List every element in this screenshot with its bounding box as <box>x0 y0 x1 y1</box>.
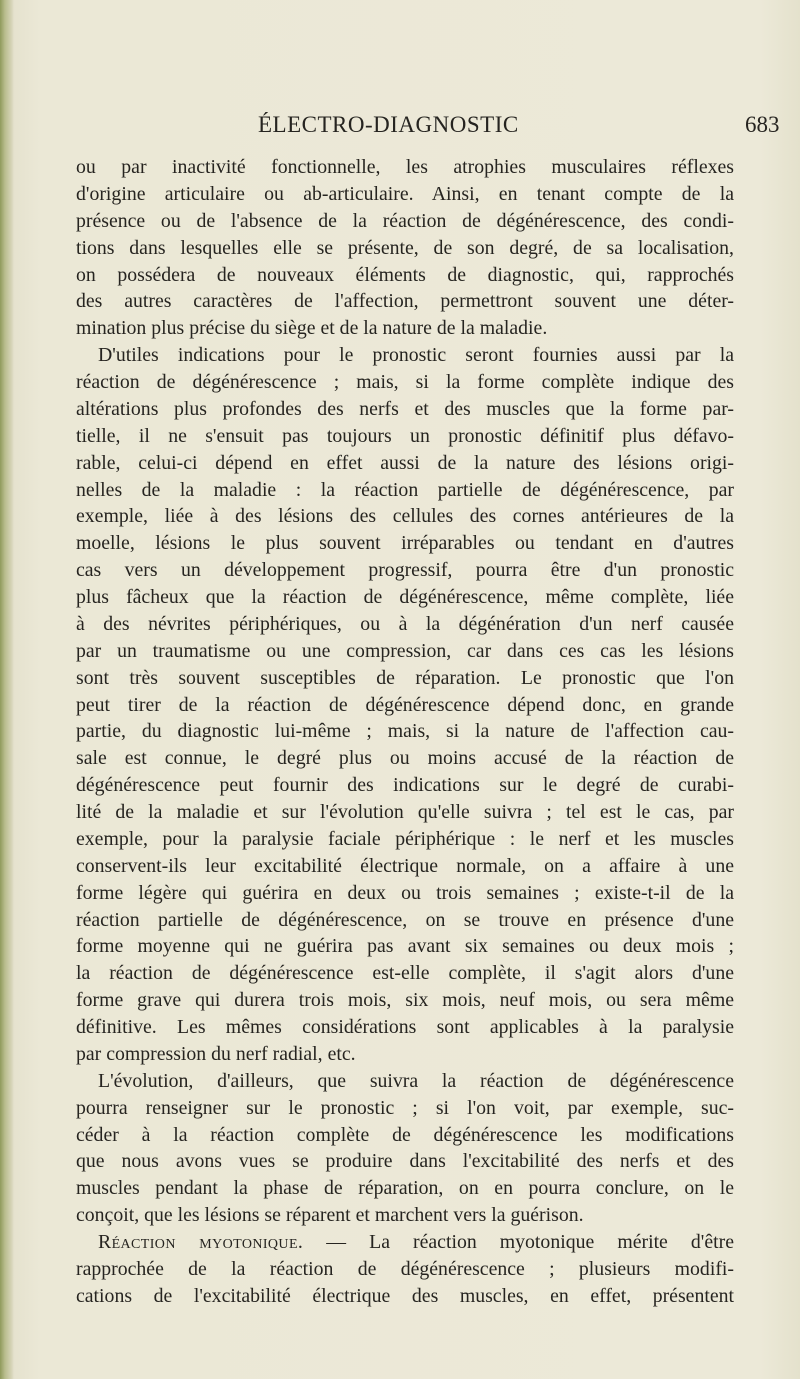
text-line: L'évolution, d'ailleurs, que suivra la réaction de dégénérescence <box>98 1069 734 1092</box>
text-line: D'utiles indications pour le pronostic seront fournies aussi par la <box>98 344 734 367</box>
text-line: exemple, liée à des lésions des cellules des cornes antérieures de la <box>76 505 734 528</box>
text-line: cations de l'excitabilité électrique des muscles, en effet, présentent <box>76 1284 734 1307</box>
text-line: forme moyenne qui ne guérira pas avant six semaines ou deux mois ; <box>76 935 734 958</box>
page-number: 683 <box>745 112 780 137</box>
text-line: lité de la maladie et sur l'évolution qu'elle suivra ; tel est le cas, par <box>76 801 734 823</box>
text-line: réaction partielle de dégénérescence, on se trouve en présence d'une <box>76 908 734 931</box>
text-line: sale est connue, le degré plus ou moins accusé de la réaction de <box>76 747 734 770</box>
text-line: d'origine articulaire ou ab-articulaire. Ainsi, en tenant compte de la <box>76 182 734 205</box>
text-line: conservent-ils leur excitabilité électrique normale, on a affaire à une <box>76 854 734 877</box>
text-line: forme légère qui guérira en deux ou trois semaines ; existe-t-il de la <box>76 881 734 904</box>
text-line: nelles de la maladie : la réaction partielle de dégénérescence, par <box>76 478 734 501</box>
text-line: présence ou de l'absence de la réaction de dégénérescence, des condi- <box>76 209 734 232</box>
section-heading-line <box>76 1229 734 1256</box>
text-line: plus fâcheux que la réaction de dégénérescence, même complète, liée <box>76 586 734 608</box>
text-line: par compression du nerf radial, etc. <box>76 1042 356 1065</box>
text-line: cas vers un développement progressif, pourra être d'un pronostic <box>76 559 734 582</box>
body-text <box>76 154 734 1310</box>
text-line: conçoit, que les lésions se réparent et marchent vers la guérison. <box>76 1204 584 1227</box>
text-line: partie, du diagnostic lui-même ; mais, si la nature de l'affection cau- <box>76 720 734 743</box>
text-line: altérations plus profondes des nerfs et des muscles que la forme par- <box>76 397 734 420</box>
text-line: sont très souvent susceptibles de réparation. Le pronostic que l'on <box>76 666 734 689</box>
text-line: céder à la réaction complète de dégénérescence les modifications <box>76 1123 734 1146</box>
text-line: que nous avons vues se produire dans l'excitabilité des nerfs et des <box>76 1150 734 1173</box>
text-line: la réaction de dégénérescence est-elle complète, il s'agit alors d'une <box>76 962 734 985</box>
text-line: rapprochée de la réaction de dégénérescence ; plusieurs modifi- <box>76 1257 734 1280</box>
text-line: on possédera de nouveaux éléments de diagnostic, qui, rapprochés <box>76 263 734 286</box>
running-title: ÉLECTRO-DIAGNOSTIC <box>258 112 519 137</box>
text-line: moelle, lésions le plus souvent irréparables ou tendant en d'autres <box>76 532 734 555</box>
text-line: rable, celui-ci dépend en effet aussi de la nature des lésions origi- <box>76 451 734 474</box>
text-line: tielle, il ne s'ensuit pas toujours un pronostic définitif plus défavo- <box>76 424 734 447</box>
page-header <box>0 112 800 142</box>
text-line: par un traumatisme ou une compression, car dans ces cas les lésions <box>76 639 734 662</box>
text-line: des autres caractères de l'affection, permettront souvent une déter- <box>76 290 734 313</box>
page-binding-edge <box>0 0 14 1379</box>
section-heading-rest: — La réaction myotonique mérite d'être <box>303 1231 734 1253</box>
text-line: mination plus précise du siège et de la nature de la maladie. <box>76 317 548 340</box>
text-line: ou par inactivité fonctionnelle, les atrophies musculaires réflexes <box>76 156 734 178</box>
text-line: à des névrites périphériques, ou à la dégénération d'un nerf causée <box>76 612 734 635</box>
text-line: peut tirer de la réaction de dégénérescence dépend donc, en grande <box>76 693 734 716</box>
text-line: muscles pendant la phase de réparation, on en pourra conclure, on le <box>76 1177 734 1200</box>
text-line: dégénérescence peut fournir des indications sur le degré de curabi- <box>76 774 734 797</box>
text-line: forme grave qui durera trois mois, six mois, neuf mois, ou sera même <box>76 989 734 1012</box>
text-line: réaction de dégénérescence ; mais, si la forme complète indique des <box>76 371 734 393</box>
text-line: pourra renseigner sur le pronostic ; si l'on voit, par exemple, suc- <box>76 1096 734 1119</box>
text-line: exemple, pour la paralysie faciale périphérique : le nerf et les muscles <box>76 827 734 850</box>
text-line: définitive. Les mêmes considérations sont applicables à la paralysie <box>76 1016 734 1038</box>
section-heading: Réaction myotonique. <box>98 1231 304 1253</box>
text-line: tions dans lesquelles elle se présente, de son degré, de sa localisation, <box>76 236 734 259</box>
